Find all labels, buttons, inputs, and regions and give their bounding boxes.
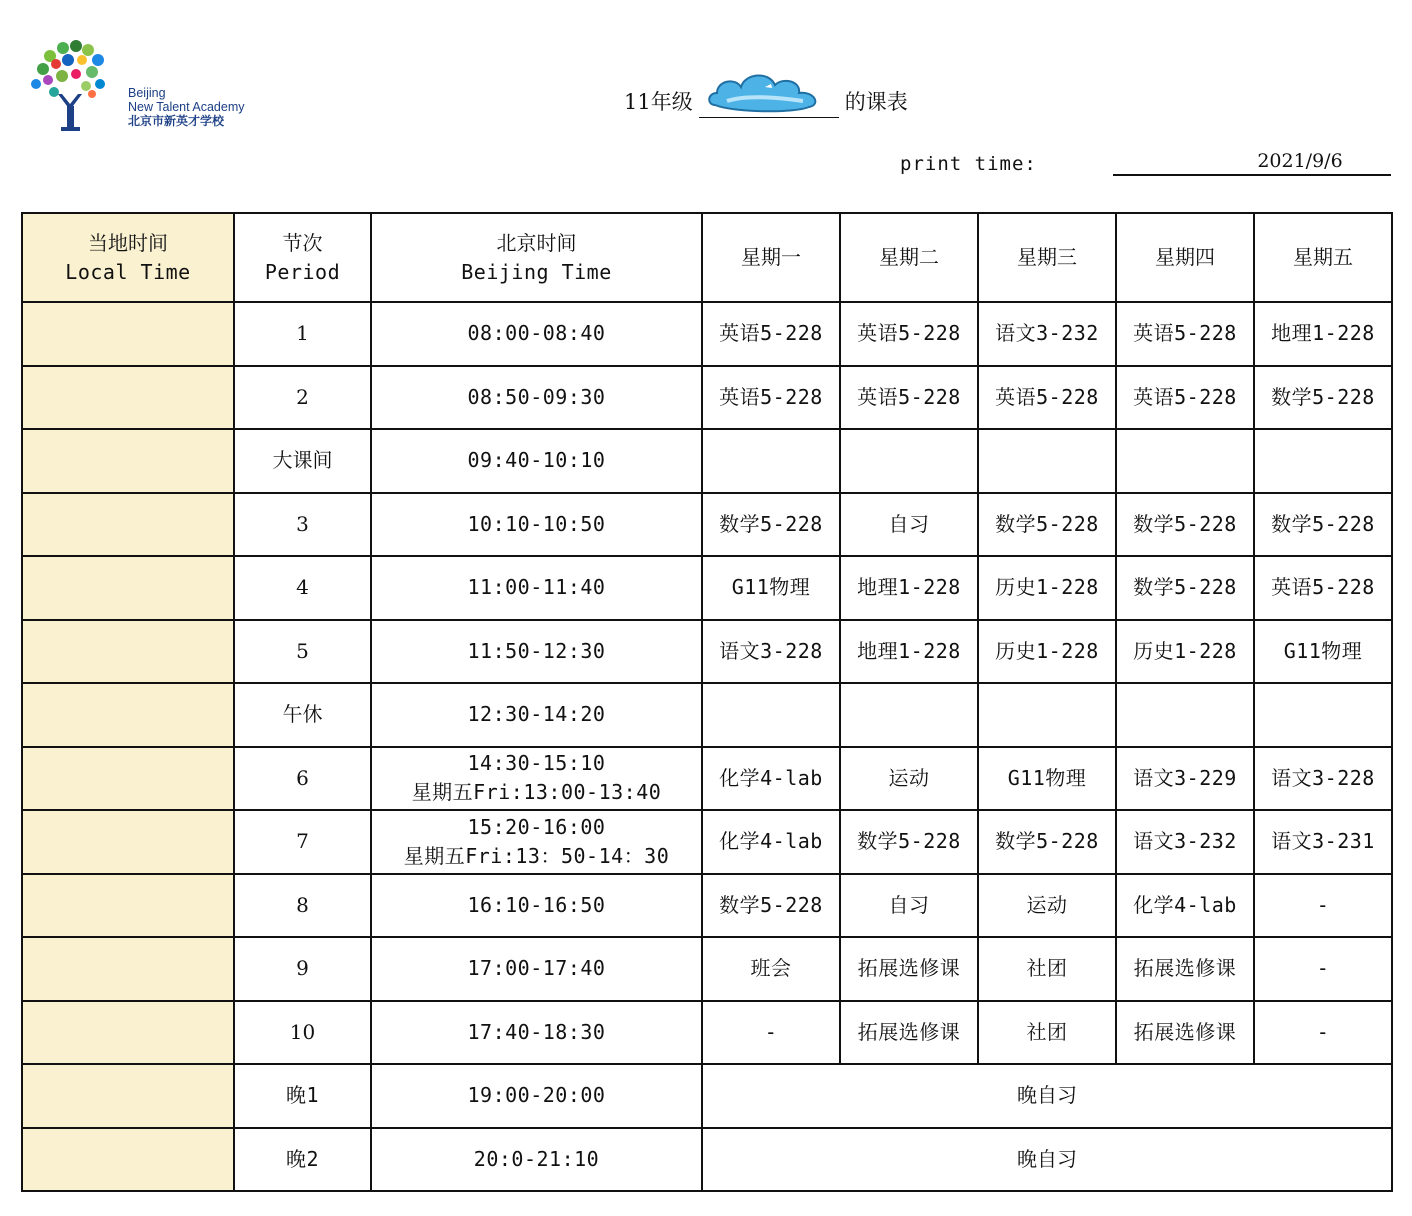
header-period-zh: 节次 bbox=[282, 230, 323, 255]
class-cell: 英语5-228 bbox=[1116, 302, 1254, 366]
cloud-sticker-icon bbox=[705, 67, 825, 117]
table-row bbox=[22, 493, 1392, 557]
evening-activity-cell: 晚自习 bbox=[702, 1064, 1392, 1128]
school-name-en-1: Beijing bbox=[128, 86, 166, 100]
local-time-cell bbox=[22, 1128, 234, 1192]
table-header-row bbox=[22, 213, 1392, 302]
period-cell: 7 bbox=[234, 810, 371, 874]
beijing-time: 12:30-14:20 bbox=[467, 702, 606, 727]
beijing-time: 14:30-15:10 bbox=[467, 751, 606, 776]
class-cell bbox=[1116, 429, 1254, 493]
table-row bbox=[22, 302, 1392, 366]
beijing-time: 11:50-12:30 bbox=[467, 638, 606, 663]
print-time-value: 2021/9/6 bbox=[1113, 150, 1391, 176]
tree-logo-icon bbox=[28, 36, 128, 136]
evening-activity-cell: 晚自习 bbox=[702, 1128, 1392, 1192]
beijing-time-cell bbox=[371, 302, 702, 366]
table-row bbox=[22, 429, 1392, 493]
class-cell: G11物理 bbox=[702, 556, 840, 620]
beijing-time-cell bbox=[371, 366, 702, 430]
class-cell: 拓展选修课 bbox=[840, 937, 978, 1001]
school-name bbox=[128, 86, 245, 128]
table-row bbox=[22, 810, 1392, 874]
beijing-time: 11:00-11:40 bbox=[467, 575, 606, 600]
beijing-time-cell bbox=[371, 937, 702, 1001]
header-monday: 星期一 bbox=[702, 213, 840, 302]
class-cell: 运动 bbox=[840, 747, 978, 811]
class-cell: 语文3-232 bbox=[978, 302, 1116, 366]
period-cell: 9 bbox=[234, 937, 371, 1001]
schedule-table bbox=[21, 212, 1393, 1192]
title-suffix: 的课表 bbox=[844, 90, 908, 114]
class-cell: 社团 bbox=[978, 1001, 1116, 1065]
header-beijing-time-zh: 北京时间 bbox=[496, 230, 577, 255]
local-time-cell bbox=[22, 620, 234, 684]
beijing-time-friday: 星期五Fri:13:00-13:40 bbox=[411, 780, 662, 805]
local-time-cell bbox=[22, 683, 234, 747]
class-cell: 数学5-228 bbox=[1116, 556, 1254, 620]
class-cell: 化学4-lab bbox=[702, 810, 840, 874]
class-cell: 拓展选修课 bbox=[1116, 937, 1254, 1001]
period-cell: 5 bbox=[234, 620, 371, 684]
class-cell bbox=[978, 683, 1116, 747]
local-time-cell bbox=[22, 302, 234, 366]
class-cell: 地理1-228 bbox=[840, 556, 978, 620]
beijing-time-cell bbox=[371, 1001, 702, 1065]
period-cell: 2 bbox=[234, 366, 371, 430]
class-cell bbox=[702, 683, 840, 747]
class-cell bbox=[978, 429, 1116, 493]
class-cell: - bbox=[1254, 1001, 1392, 1065]
beijing-time: 15:20-16:00 bbox=[467, 814, 606, 839]
header-tuesday: 星期二 bbox=[840, 213, 978, 302]
local-time-cell bbox=[22, 366, 234, 430]
header-beijing-time bbox=[371, 213, 702, 302]
local-time-cell bbox=[22, 493, 234, 557]
class-cell: 数学5-228 bbox=[1254, 366, 1392, 430]
header-friday: 星期五 bbox=[1254, 213, 1392, 302]
local-time-cell bbox=[22, 937, 234, 1001]
class-cell bbox=[1254, 683, 1392, 747]
class-cell: 班会 bbox=[702, 937, 840, 1001]
beijing-time-cell bbox=[371, 810, 702, 874]
class-cell: 历史1-228 bbox=[1116, 620, 1254, 684]
print-time-label: print time: bbox=[900, 153, 1037, 175]
local-time-cell bbox=[22, 747, 234, 811]
class-cell: G11物理 bbox=[1254, 620, 1392, 684]
class-cell: 自习 bbox=[840, 493, 978, 557]
class-cell: 语文3-232 bbox=[1116, 810, 1254, 874]
table-row bbox=[22, 747, 1392, 811]
beijing-time-cell bbox=[371, 620, 702, 684]
header-period-en: Period bbox=[264, 259, 341, 284]
class-cell: 数学5-228 bbox=[702, 493, 840, 557]
class-cell: 语文3-228 bbox=[1254, 747, 1392, 811]
page-title bbox=[624, 84, 908, 118]
class-cell: 语文3-231 bbox=[1254, 810, 1392, 874]
beijing-time-cell bbox=[371, 429, 702, 493]
beijing-time-cell: 20:0-21:10 bbox=[371, 1128, 702, 1192]
class-cell: 运动 bbox=[978, 874, 1116, 938]
class-cell: 拓展选修课 bbox=[1116, 1001, 1254, 1065]
school-name-zh: 北京市新英才学校 bbox=[128, 114, 225, 128]
evening-row bbox=[22, 1064, 1392, 1128]
beijing-time-cell: 19:00-20:00 bbox=[371, 1064, 702, 1128]
period-cell: 1 bbox=[234, 302, 371, 366]
header-local-time-en: Local Time bbox=[65, 259, 191, 284]
local-time-cell bbox=[22, 874, 234, 938]
beijing-time-friday: 星期五Fri:13：50-14：30 bbox=[403, 843, 670, 868]
period-cell: 10 bbox=[234, 1001, 371, 1065]
beijing-time-cell bbox=[371, 493, 702, 557]
period-cell: 晚2 bbox=[234, 1128, 371, 1192]
table-row bbox=[22, 366, 1392, 430]
beijing-time: 16:10-16:50 bbox=[467, 892, 606, 917]
beijing-time: 08:50-09:30 bbox=[467, 384, 606, 409]
class-cell: 英语5-228 bbox=[702, 302, 840, 366]
header-wednesday: 星期三 bbox=[978, 213, 1116, 302]
period-cell: 8 bbox=[234, 874, 371, 938]
local-time-cell bbox=[22, 1001, 234, 1065]
class-cell: 拓展选修课 bbox=[840, 1001, 978, 1065]
title-prefix: 11年级 bbox=[624, 90, 693, 114]
beijing-time: 08:00-08:40 bbox=[467, 321, 606, 346]
class-cell bbox=[1116, 683, 1254, 747]
class-cell: 语文3-229 bbox=[1116, 747, 1254, 811]
table-row bbox=[22, 937, 1392, 1001]
class-cell bbox=[702, 429, 840, 493]
class-cell: 英语5-228 bbox=[978, 366, 1116, 430]
period-cell: 大课间 bbox=[234, 429, 371, 493]
class-cell: - bbox=[1254, 874, 1392, 938]
table-row bbox=[22, 1001, 1392, 1065]
class-cell bbox=[840, 683, 978, 747]
local-time-cell bbox=[22, 429, 234, 493]
class-cell: 数学5-228 bbox=[1254, 493, 1392, 557]
beijing-time-cell bbox=[371, 556, 702, 620]
header-period bbox=[234, 213, 371, 302]
class-cell: 自习 bbox=[840, 874, 978, 938]
table-row bbox=[22, 683, 1392, 747]
beijing-time: 17:00-17:40 bbox=[467, 956, 606, 981]
beijing-time: 10:10-10:50 bbox=[467, 511, 606, 536]
class-cell: 历史1-228 bbox=[978, 620, 1116, 684]
period-cell: 3 bbox=[234, 493, 371, 557]
class-cell: 英语5-228 bbox=[702, 366, 840, 430]
header-beijing-time-en: Beijing Time bbox=[461, 259, 612, 284]
class-cell: 数学5-228 bbox=[978, 493, 1116, 557]
table-row bbox=[22, 556, 1392, 620]
local-time-cell bbox=[22, 810, 234, 874]
name-blank bbox=[699, 85, 839, 118]
header-local-time bbox=[22, 213, 234, 302]
class-cell: 英语5-228 bbox=[840, 366, 978, 430]
table-row bbox=[22, 620, 1392, 684]
class-cell: 化学4-lab bbox=[702, 747, 840, 811]
local-time-cell bbox=[22, 556, 234, 620]
header-local-time-zh: 当地时间 bbox=[88, 230, 168, 255]
school-name-en-2: New Talent Academy bbox=[128, 100, 245, 114]
class-cell: 数学5-228 bbox=[978, 810, 1116, 874]
period-cell: 4 bbox=[234, 556, 371, 620]
class-cell: 社团 bbox=[978, 937, 1116, 1001]
table-row bbox=[22, 874, 1392, 938]
beijing-time: 09:40-10:10 bbox=[467, 448, 606, 473]
class-cell: 化学4-lab bbox=[1116, 874, 1254, 938]
beijing-time-cell bbox=[371, 747, 702, 811]
local-time-cell bbox=[22, 1064, 234, 1128]
beijing-time-cell bbox=[371, 683, 702, 747]
class-cell: 英语5-228 bbox=[1254, 556, 1392, 620]
period-cell: 午休 bbox=[234, 683, 371, 747]
header-thursday: 星期四 bbox=[1116, 213, 1254, 302]
class-cell: 英语5-228 bbox=[840, 302, 978, 366]
beijing-time-cell bbox=[371, 874, 702, 938]
beijing-time: 17:40-18:30 bbox=[467, 1019, 606, 1044]
class-cell: 英语5-228 bbox=[1116, 366, 1254, 430]
class-cell: 数学5-228 bbox=[1116, 493, 1254, 557]
evening-row bbox=[22, 1128, 1392, 1192]
period-cell: 6 bbox=[234, 747, 371, 811]
class-cell: 历史1-228 bbox=[978, 556, 1116, 620]
period-cell: 晚1 bbox=[234, 1064, 371, 1128]
class-cell bbox=[840, 429, 978, 493]
class-cell: 地理1-228 bbox=[840, 620, 978, 684]
class-cell: 数学5-228 bbox=[702, 874, 840, 938]
class-cell: - bbox=[702, 1001, 840, 1065]
class-cell: 数学5-228 bbox=[840, 810, 978, 874]
class-cell bbox=[1254, 429, 1392, 493]
class-cell: - bbox=[1254, 937, 1392, 1001]
class-cell: G11物理 bbox=[978, 747, 1116, 811]
school-logo bbox=[28, 36, 268, 136]
class-cell: 地理1-228 bbox=[1254, 302, 1392, 366]
class-cell: 语文3-228 bbox=[702, 620, 840, 684]
